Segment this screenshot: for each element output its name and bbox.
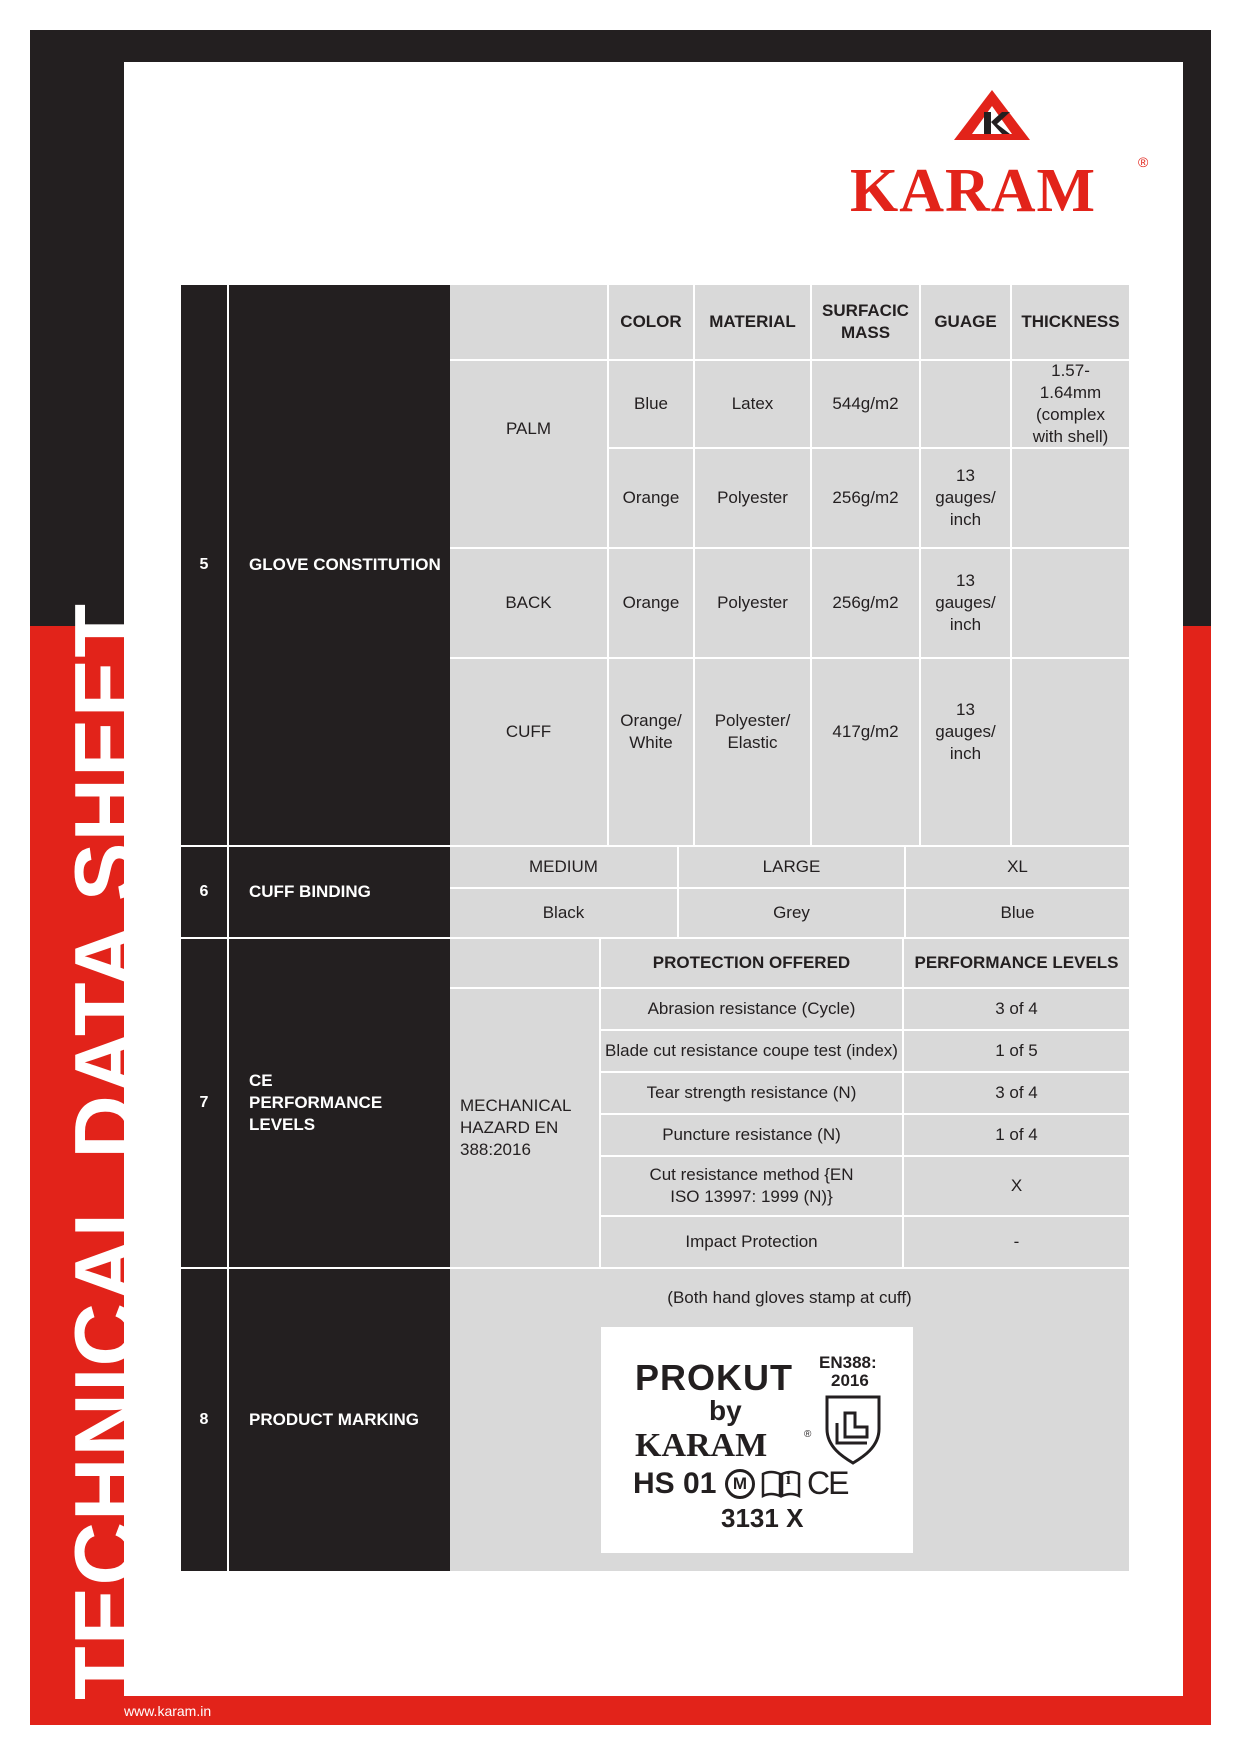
- level-blade-cut: 1 of 5: [904, 1031, 1129, 1071]
- back-gauge: 13 gauges/ inch: [921, 549, 1010, 657]
- hazard-cell: [450, 989, 599, 1267]
- binding-color-medium: Black: [450, 889, 677, 937]
- protection-impact: Impact Protection: [601, 1217, 902, 1267]
- palm-mass: 544g/m2: [812, 361, 919, 447]
- section-label-text: CE PERFORMANCE LEVELS: [249, 1070, 383, 1135]
- stamp-code: 3131 X: [721, 1503, 804, 1533]
- size-xl: XL: [906, 847, 1129, 887]
- cuff-gauge: [921, 659, 1010, 845]
- level-impact: -: [904, 1217, 1129, 1267]
- part-label: PALM: [505, 418, 552, 438]
- palm-shell-thickness: [1012, 449, 1129, 547]
- stamp-by: by: [709, 1395, 742, 1426]
- size-mark-icon: [725, 1469, 755, 1499]
- shield-icon: [823, 1393, 883, 1465]
- section-label: [229, 939, 450, 1267]
- logo-registered-mark: ®: [1138, 154, 1149, 170]
- header-performance-levels: PERFORMANCE LEVELS: [904, 939, 1129, 987]
- level-tear: 3 of 4: [904, 1073, 1129, 1113]
- karam-logo-icon: [850, 88, 1150, 158]
- karam-logo: [850, 88, 1150, 225]
- palm-color: Blue: [609, 361, 693, 447]
- part-cuff: [450, 659, 607, 845]
- part-back: BACK: [450, 549, 607, 657]
- palm-material: Latex: [695, 361, 810, 447]
- ce-mark: CE: [807, 1465, 848, 1501]
- header-thickness: THICKNESS: [1012, 285, 1129, 359]
- website-link[interactable]: www.karam.in: [124, 1703, 212, 1719]
- palm-shell-material: Polyester: [695, 449, 810, 547]
- size-mark-text: M: [732, 1474, 748, 1493]
- stamp-note: (Both hand gloves stamp at cuff): [667, 1288, 912, 1307]
- protection-abrasion: Abrasion resistance (Cycle): [601, 989, 902, 1029]
- section-number: 8: [181, 1269, 227, 1571]
- palm-gauge: [921, 361, 1010, 447]
- size-large: LARGE: [679, 847, 904, 887]
- stamp-brand-line: PROKUT: [635, 1357, 793, 1398]
- info-mark-text: i: [786, 1469, 791, 1488]
- back-thickness: [1012, 549, 1129, 657]
- part-palm: [450, 361, 607, 547]
- section-number: 6: [181, 847, 227, 937]
- cuff-gauge-text: 13 gauges/ inch: [935, 699, 996, 764]
- stamp-standard-line2: 2016: [831, 1371, 869, 1390]
- palm-thickness: 1.57-1.64mm (complex with shell): [1012, 361, 1129, 447]
- back-color: Orange: [609, 549, 693, 657]
- binding-color-large: Grey: [679, 889, 904, 937]
- protection-cut-iso: [601, 1157, 902, 1215]
- header-protection-offered: PROTECTION OFFERED: [601, 939, 902, 987]
- hazard-text: MECHANICAL HAZARD EN 388:2016: [460, 1095, 571, 1160]
- section-label: GLOVE CONSTITUTION: [229, 285, 450, 845]
- level-abrasion: 3 of 4: [904, 989, 1129, 1029]
- protection-cut-iso-text: Cut resistance method {EN ISO 13997: 1999 (N)}: [649, 1164, 854, 1206]
- side-title: TECHNICAL DATA SHEET: [56, 602, 155, 1700]
- size-medium: MEDIUM: [450, 847, 677, 887]
- stamp-maker-mark: ®: [804, 1429, 812, 1440]
- cuff-color: [609, 659, 693, 845]
- cuff-material: [695, 659, 810, 845]
- stamp-model: HS 01: [633, 1467, 717, 1500]
- cuff-mass: [812, 659, 919, 845]
- protection-blade-cut: Blade cut resistance coupe test (index): [601, 1031, 902, 1071]
- stamp-maker: KARAM: [635, 1427, 768, 1464]
- palm-shell-color: Orange: [609, 449, 693, 547]
- section-number: 5: [181, 285, 227, 845]
- cuff-material-text: Polyester/ Elastic: [714, 710, 791, 752]
- header-surfacic-mass: SURFACIC MASS: [812, 285, 919, 359]
- stamp-standard-line1: EN388:: [819, 1353, 877, 1372]
- protection-puncture: Puncture resistance (N): [601, 1115, 902, 1155]
- protection-tear: Tear strength resistance (N): [601, 1073, 902, 1113]
- cuff-mass-text: 417g/m2: [832, 721, 899, 741]
- section-label: PRODUCT MARKING: [229, 1269, 450, 1571]
- header-color: COLOR: [609, 285, 693, 359]
- header-material: MATERIAL: [695, 285, 810, 359]
- section-label: CUFF BINDING: [229, 847, 450, 937]
- part-label: CUFF: [505, 721, 552, 741]
- section-number: 7: [181, 939, 227, 1267]
- level-puncture: 1 of 4: [904, 1115, 1129, 1155]
- header-gauge: GUAGE: [921, 285, 1010, 359]
- logo-wordmark: KARAM: [850, 157, 1097, 225]
- header-blank: [450, 285, 607, 359]
- product-stamp: [601, 1327, 913, 1553]
- palm-shell-mass: 256g/m2: [812, 449, 919, 547]
- back-material: Polyester: [695, 549, 810, 657]
- info-book-icon: [761, 1469, 801, 1499]
- back-mass: 256g/m2: [812, 549, 919, 657]
- binding-color-xl: Blue: [906, 889, 1129, 937]
- cuff-color-text: Orange/ White: [620, 710, 682, 752]
- hazard-header-blank: [450, 939, 599, 987]
- cuff-thickness: [1012, 659, 1129, 845]
- level-cut-iso: X: [904, 1157, 1129, 1215]
- palm-shell-gauge: 13 gauges/ inch: [921, 449, 1010, 547]
